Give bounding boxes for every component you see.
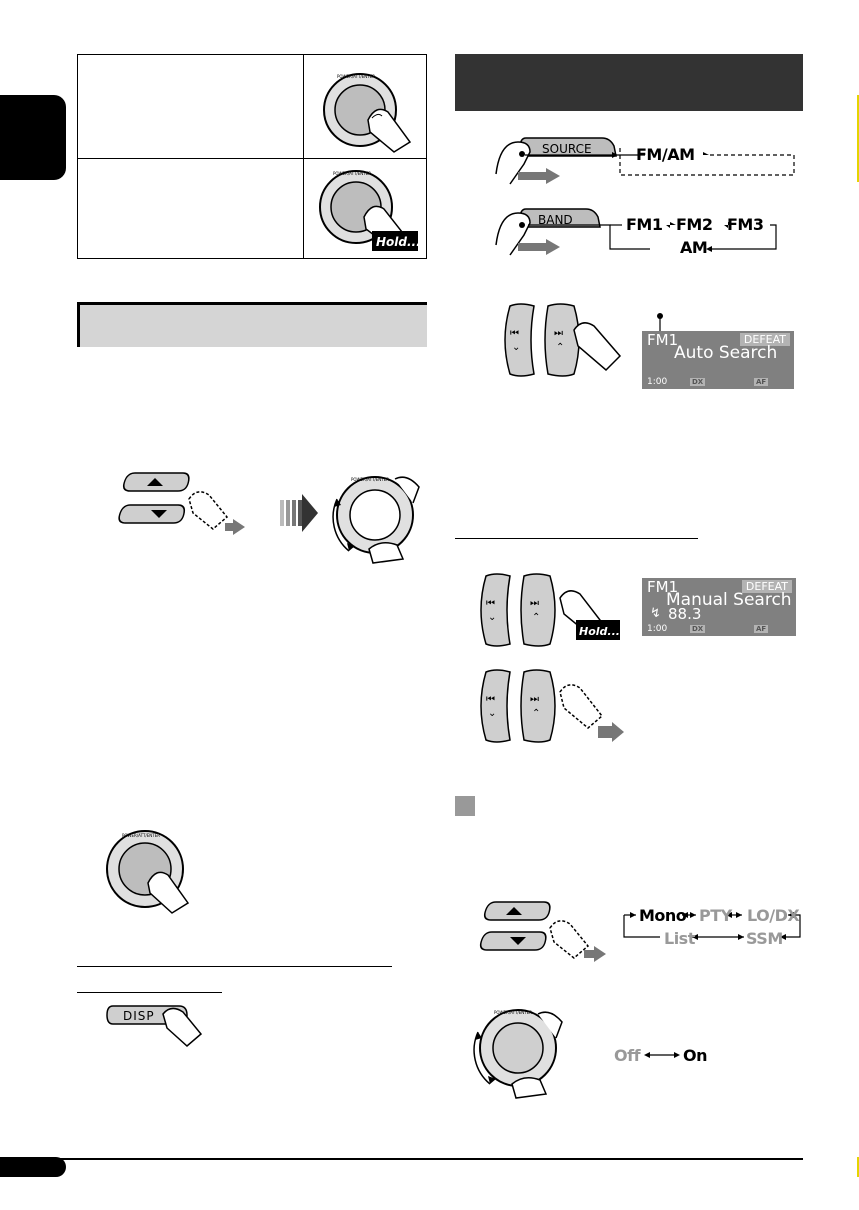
footer-line xyxy=(0,1158,803,1160)
svg-text:⏭: ⏭ xyxy=(530,598,539,609)
seek-buttons-hold xyxy=(474,572,625,648)
square-bullet xyxy=(455,796,475,816)
lcd-manual-text: Manual Search xyxy=(666,590,792,610)
lcd-af: AF xyxy=(756,378,767,386)
page-number-tab xyxy=(0,1157,66,1177)
lcd-manual-search: FM1 DEFEAT Manual Search ↯ 88.3 1:00 DX AF xyxy=(642,578,796,636)
svg-text:⌃: ⌃ xyxy=(532,612,541,623)
radio-section-header xyxy=(455,54,803,111)
lcd-defeat: DEFEAT xyxy=(740,333,790,346)
svg-text:⌄: ⌄ xyxy=(488,612,497,623)
band-fm1: FM1 xyxy=(626,215,663,234)
svg-text:⌃: ⌃ xyxy=(556,342,565,353)
rotary-knob-left xyxy=(325,465,435,565)
knob-hold-illustration xyxy=(310,163,426,255)
band-am: AM xyxy=(680,238,708,257)
disp-label: DISP xyxy=(123,1009,155,1023)
band-fm2: FM2 xyxy=(676,215,713,234)
lcd-arrow-icon: ↯ xyxy=(650,606,661,621)
svg-text:Hold....: Hold.... xyxy=(579,625,625,638)
source-flow-fmam: FM/AM xyxy=(636,145,695,164)
lcd-band: FM1 xyxy=(647,331,679,349)
lcd-dx: DX xyxy=(692,378,704,386)
disp-button-illustration xyxy=(103,998,208,1048)
svg-text:POWER/ATT/ENTER: POWER/ATT/ENTER xyxy=(351,477,390,482)
rotary-knob-right xyxy=(466,998,576,1100)
knob-press-left xyxy=(100,825,210,920)
language-tab xyxy=(0,95,66,180)
toggle-off: Off xyxy=(614,1046,641,1065)
menu-mono: Mono xyxy=(639,906,687,925)
hold-badge-label: Hold.... xyxy=(376,235,426,249)
svg-text:⌄: ⌄ xyxy=(488,708,497,719)
seek-buttons-auto xyxy=(498,300,623,380)
lcd-frequency: 88.3 xyxy=(668,605,702,623)
svg-text:POWER/ATT/ENTER: POWER/ATT/ENTER xyxy=(122,833,161,838)
band-fm3: FM3 xyxy=(727,215,764,234)
svg-text:SOURCE: SOURCE xyxy=(542,142,592,156)
updown-buttons-left xyxy=(115,465,250,540)
underline-left-1 xyxy=(77,966,392,967)
next-step-arrow xyxy=(280,490,322,538)
menu-ssm: SSM xyxy=(746,929,783,948)
toggle-flow-arrow xyxy=(640,1047,684,1063)
menu-lodx: LO/DX xyxy=(747,906,800,925)
svg-text:BAND: BAND xyxy=(538,213,573,227)
svg-text:⏮: ⏮ xyxy=(486,694,495,705)
toggle-on: On xyxy=(683,1046,707,1065)
svg-text:⌄: ⌄ xyxy=(512,342,521,353)
knob-label: POWER/ATT/ENTER xyxy=(337,74,376,79)
menu-pty: PTY xyxy=(699,906,732,925)
lcd-auto-search xyxy=(642,331,794,389)
svg-text:⏭: ⏭ xyxy=(530,694,539,705)
lcd-time: 1:00 xyxy=(647,377,668,387)
seek-buttons-step xyxy=(474,668,624,750)
updown-buttons-right xyxy=(476,894,611,966)
svg-text:⏭: ⏭ xyxy=(554,328,563,339)
knob-press-illustration xyxy=(310,62,420,154)
svg-text:POWER/ATT/ENTER: POWER/ATT/ENTER xyxy=(333,171,372,176)
section-header-left xyxy=(77,302,427,347)
lcd-mode-text: Auto Search xyxy=(674,343,778,363)
svg-text:POWER/ATT/ENTER: POWER/ATT/ENTER xyxy=(494,1010,533,1015)
menu-list: List xyxy=(664,929,695,948)
svg-text:⌃: ⌃ xyxy=(532,708,541,719)
svg-text:⏮: ⏮ xyxy=(486,598,495,609)
underline-manual xyxy=(455,538,698,539)
svg-text:⏮: ⏮ xyxy=(510,328,519,339)
underline-left-2 xyxy=(77,992,222,993)
